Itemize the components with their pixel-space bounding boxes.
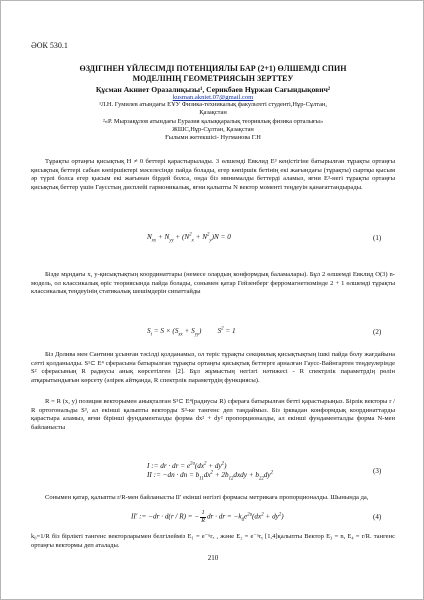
equation-number-4: (4) bbox=[373, 513, 382, 521]
affiliation-line: Ғылыми жетекшісі- Нугманова Г.Н bbox=[165, 134, 261, 142]
paragraph-3: Біз Долива мен Сантини ұсынған тәсілді қолданамыз, ол теріс тұрақты секциялық қисықтықтың ішкі пайда болу жағдайына сәтті қолданылды. S¹⊂ E⁴ сферасына батырылған тұрақты ортаңғы қисықтық беттерге арналған Гаусс-Вайнгартен теңдеулерінде S² сферасының R радиусы анық көрсетілген [2]. Бұл жұмыстың негізгі нәтижесі - R спектрлік параметрдің рөлін атқарытындығын көрсету (әлірек айтқанда, R спектрлік параметрдің функциясы). bbox=[31, 351, 395, 384]
page-number: 210 bbox=[207, 554, 219, 562]
equation-1: $N_{xx} + N_{yy} + (N^2_x + N^2_y)N = 0$ bbox=[147, 232, 231, 244]
equation-number-2: (2) bbox=[373, 328, 382, 336]
paper-title bbox=[41, 64, 385, 84]
equation-2: $S_t = S \times (S_{xx} + S_{yy})$ $S^2 = 1$ bbox=[147, 326, 236, 338]
udc-code: ӘОК 530.1 bbox=[31, 41, 68, 50]
affiliation-line: ²«Р. Мырзақұлов атындағы Еуразия қалыққаралық теориялық физика орталығы» bbox=[102, 117, 324, 125]
title-line-1: ӨЗДІГІНЕН ҮЙЛЕСІМДІ ПОТЕНЦИЯЛЫ БАР (2+1) ӨЛШЕМДІ СПИН bbox=[79, 64, 347, 73]
affiliation-line: ЖШС,Нұр-Сұлтан, Қазақстан bbox=[172, 125, 254, 133]
fraction-1-over-R: $\frac{1}{R}$ bbox=[201, 510, 205, 524]
equation-number-1: (1) bbox=[373, 234, 382, 242]
equation-3-line-1: I := dr · dr = $e^{2u}(dx^2 + dy^2)$ bbox=[147, 461, 227, 470]
equation-4: II′ := −dr · d(r / R) = − $\frac{1}{R}$ dr · dr = $-k_0e^{2u}(dx^2 + dy^2)$ bbox=[131, 510, 284, 524]
equation-3 bbox=[147, 462, 367, 480]
paragraph-2: Бізде мұндағы x, y-қисықтықтың координаттары (немесе олардың конформдық баламалары). Бұл 2 өлшемді Евклид O(3) n-модель, ол классикалық өріс теориясында пайда болады, сонымен қатар Гейзенберг ферромагнетизмінде 2 + 1 өлшемді тұрақты классикалық теңдеуінің статикалық шешімдерін сипаттайды bbox=[31, 271, 395, 296]
paragraph-6: k₀=1/R біз бірлікті тангенс векторларымен белгілейміз E₁ = e⁻ᵘrₓ , және E₂ = e⁻ᵘrᵧ [1,4]қалыпты Вектор E₃ = n, E₄ = r/R. тангенс ортаңғы вектормы деп аталады. bbox=[31, 533, 395, 549]
author-line: Құсман Акниет Оразалиқызы¹, Серикбаев Нұржан Сағындықович² bbox=[95, 85, 331, 94]
equation-number-3: (3) bbox=[373, 467, 382, 475]
equation-3-line-2: II := −dn · dn = $b_{11}dx^2$ + $2b_{12}dxdy + b_{22}dy^2$ bbox=[147, 470, 273, 482]
author-email-link[interactable]: kusman.akniet.07@gmail.com bbox=[172, 94, 254, 101]
paragraph-4: R = R (x, y) позиция векторымен анықталған S³⊂ E⁴(радиусы R) сфераға батырылған бетті қарастырыңыз. Бірлік векторы r / R ортогональды S³, ал екінші қалыпты векторды S³-ке тангенс деп таңдаймыз. Біз ірквадан конформдық координаттарды қарастыра аламыз, яғни бірінші фундаменталды форма dx² + dy² пропорционалды, ал екінші фундаменталды форма N-мен байланысты bbox=[31, 398, 395, 431]
title-line-2: МОДЕЛІНІҢ ГЕОМЕТРИЯСЫН ЗЕРТТЕУ bbox=[132, 74, 294, 83]
paragraph-1: Тұрақты ортаңғы қисықтық H ≠ 0 беттері қарастырылады. 3 өлшемді Евклид E³ кеңістігіне батырылған тұрақты ортаңғы қисықтық беттері сабын көпіршіктері мәселесінде пайда болады, егер көпіршік бетінің екі жағындағы (тұрақты) сыртқы қысым әр түрлі болса егер қысым екі жағынан бірдей болса, онда біз минималды беттерді аламыз, яғни E³-негі тұрақты ортаңғы қисықтық беттер үшін Гаусстың дисплейі гармоникалық, яғни қалыпты N вектор моменті теңдеуін қанағаттандырады. bbox=[31, 158, 395, 191]
paragraph-5: Сонымен қатар, қалыпты r/R-мен байланысты II′ екінші негізгі формасы метрикаға пропорционалды. Шынында да, bbox=[45, 494, 369, 501]
affiliation-line: Қазақстан bbox=[199, 109, 227, 117]
affiliation-line: ¹Л.Н. Гумилев атындағы ЕҰУ Физика-техникалық факультеті студенті,Нұр-Сұлтан, bbox=[99, 101, 327, 108]
affiliation-block bbox=[47, 101, 379, 142]
